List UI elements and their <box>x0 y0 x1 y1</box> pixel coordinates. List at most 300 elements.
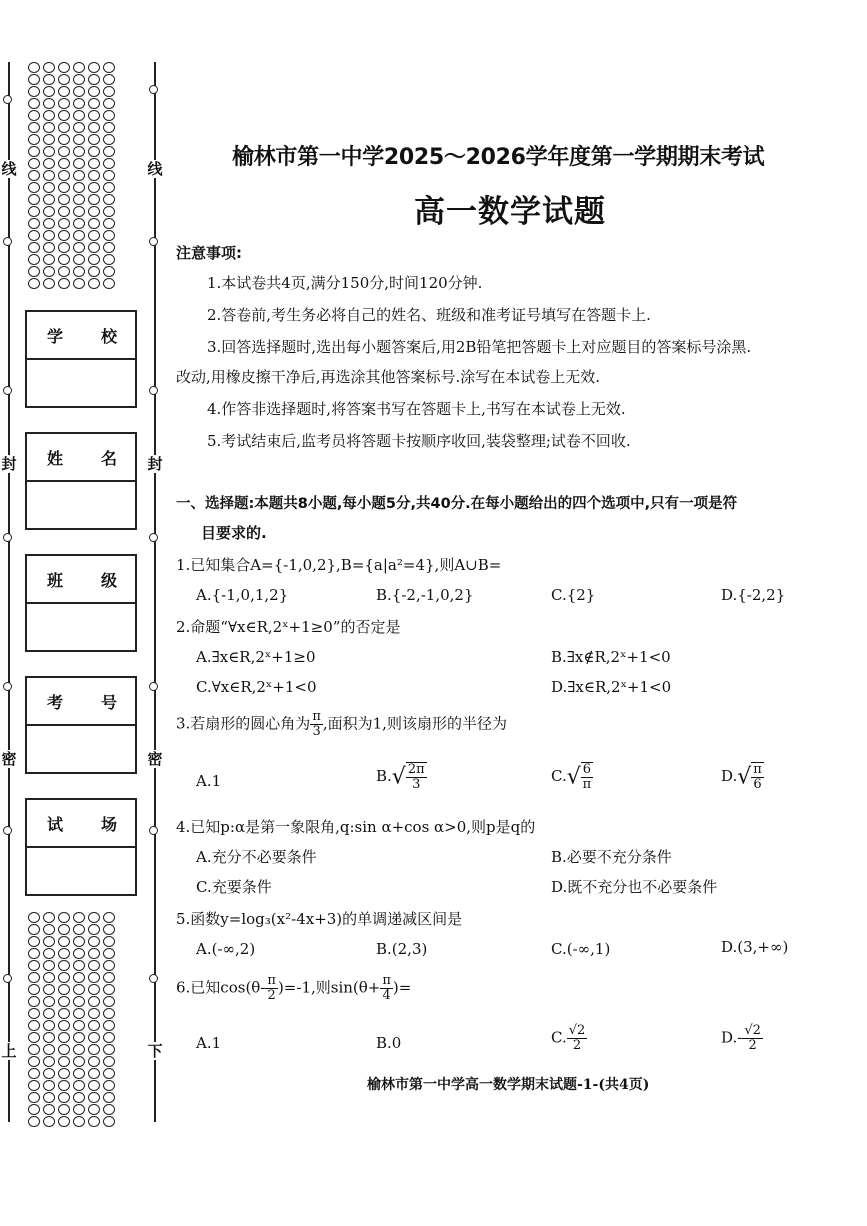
seal-char-left: 上 <box>1 1042 17 1060</box>
dot-mark <box>28 278 40 289</box>
box-label-char: 号 <box>100 692 117 712</box>
dot-mark <box>103 266 115 277</box>
dot-mark <box>88 1104 100 1115</box>
q2-option-b: B.∃x∉R,2ˣ+1<0 <box>551 648 671 666</box>
dot-mark <box>58 170 70 181</box>
numerator: 2π <box>407 762 425 777</box>
q2-option-c: C.∀x∈R,2ˣ+1<0 <box>196 678 317 696</box>
numerator: π <box>753 762 762 777</box>
option-label: C. <box>551 1028 567 1047</box>
dot-mark <box>88 1032 100 1043</box>
dot-mark <box>58 1020 70 1031</box>
dot-mark <box>88 194 100 205</box>
dot-mark <box>73 984 85 995</box>
dot-mark <box>58 254 70 265</box>
q6-stem-part: )=-1,则sin(θ+ <box>277 978 381 997</box>
dot-mark <box>88 158 100 169</box>
dot-mark <box>103 960 115 971</box>
dot-mark <box>88 110 100 121</box>
dot-mark <box>73 74 85 85</box>
dot-mark <box>43 1092 55 1103</box>
dot-mark <box>28 122 40 133</box>
dot-mark <box>103 1044 115 1055</box>
dot-mark <box>43 1056 55 1067</box>
school-box[interactable] <box>25 310 137 408</box>
dot-mark <box>73 278 85 289</box>
dot-mark <box>28 996 40 1007</box>
dot-mark <box>43 996 55 1007</box>
dot-mark <box>88 996 100 1007</box>
dot-mark <box>28 158 40 169</box>
dot-mark <box>43 86 55 97</box>
note-item: 4.作答非选择题时,将答案书写在答题卡上,书写在本试卷上无效. <box>207 400 626 418</box>
dot-pattern-top <box>28 62 118 290</box>
dot-mark <box>103 278 115 289</box>
numerator: √2 <box>568 1023 586 1038</box>
dot-mark <box>28 972 40 983</box>
dot-mark <box>58 122 70 133</box>
dot-mark <box>43 1008 55 1019</box>
dot-mark <box>73 996 85 1007</box>
box-label-char: 学 <box>47 326 64 346</box>
dot-mark <box>28 924 40 935</box>
binding-hole <box>149 386 158 395</box>
dot-mark <box>28 146 40 157</box>
dot-mark <box>73 972 85 983</box>
q5-option-a: A.(-∞,2) <box>196 940 256 958</box>
dot-mark <box>28 254 40 265</box>
denominator: 2 <box>748 1038 757 1053</box>
school-field[interactable] <box>27 360 135 406</box>
dot-mark <box>28 984 40 995</box>
dot-mark <box>103 206 115 217</box>
dot-mark <box>58 1080 70 1091</box>
dot-mark <box>43 1068 55 1079</box>
q6-option-a: A.1 <box>196 1034 222 1052</box>
numerator: π <box>267 973 276 988</box>
dot-mark <box>28 1104 40 1115</box>
box-label-char: 班 <box>47 570 64 590</box>
binding-hole <box>3 386 12 395</box>
dot-mark <box>88 972 100 983</box>
dot-mark <box>43 1104 55 1115</box>
dot-mark <box>88 1092 100 1103</box>
exam-number-box[interactable] <box>25 676 137 774</box>
dot-mark <box>28 948 40 959</box>
dot-mark <box>103 170 115 181</box>
dot-mark <box>58 1104 70 1115</box>
dot-mark <box>28 110 40 121</box>
q4-option-c: C.充要条件 <box>196 878 272 896</box>
dot-mark <box>43 110 55 121</box>
dot-mark <box>73 266 85 277</box>
dot-mark <box>58 996 70 1007</box>
dot-mark <box>73 182 85 193</box>
dot-mark <box>73 146 85 157</box>
q2-option-d: D.∃x∈R,2ˣ+1<0 <box>551 678 672 696</box>
dot-mark <box>28 134 40 145</box>
q3-option-c: C.√ $\frac{6}{\pi}$ <box>551 762 592 792</box>
dot-mark <box>103 110 115 121</box>
dot-mark <box>43 1044 55 1055</box>
exam-title: 榆林市第一中学2025～2026学年度第一学期期末考试 <box>232 145 765 170</box>
dot-mark <box>73 242 85 253</box>
binding-hole <box>3 974 12 983</box>
dot-mark <box>28 1116 40 1127</box>
dot-mark <box>58 984 70 995</box>
dot-mark <box>88 1116 100 1127</box>
dot-mark <box>28 1068 40 1079</box>
binding-hole <box>3 682 12 691</box>
denominator: 3 <box>312 724 321 739</box>
question-1-stem: 1.已知集合A={-1,0,2},B={a|a²=4},则A∪B= <box>176 556 502 574</box>
class-box[interactable] <box>25 554 137 652</box>
dot-mark <box>103 1008 115 1019</box>
q3-option-b: B.√ $\frac{2\pi}{3}$ <box>376 762 425 792</box>
dot-mark <box>103 98 115 109</box>
dot-mark <box>58 912 70 923</box>
dot-mark <box>103 254 115 265</box>
dot-mark <box>58 1044 70 1055</box>
fraction <box>742 1024 763 1053</box>
q6-option-b: B.0 <box>376 1034 402 1052</box>
dot-mark <box>103 62 115 73</box>
option-label: D.- <box>721 1028 743 1047</box>
dot-mark <box>28 230 40 241</box>
dot-mark <box>43 936 55 947</box>
q3-stem-part: ,面积为1,则该扇形的半径为 <box>322 714 507 733</box>
dot-mark <box>103 182 115 193</box>
dot-mark <box>43 206 55 217</box>
dot-mark <box>43 1020 55 1031</box>
name-field[interactable] <box>27 482 135 528</box>
dot-mark <box>73 1068 85 1079</box>
dot-mark <box>58 278 70 289</box>
dot-mark <box>28 62 40 73</box>
dot-mark <box>58 206 70 217</box>
dot-mark <box>103 1056 115 1067</box>
dot-mark <box>73 98 85 109</box>
dot-mark <box>73 230 85 241</box>
dot-mark <box>43 1032 55 1043</box>
dot-mark <box>103 86 115 97</box>
binding-line-left <box>8 62 10 1122</box>
q4-option-b: B.必要不充分条件 <box>551 848 672 866</box>
dot-mark <box>73 206 85 217</box>
option-label: B. <box>376 767 392 785</box>
binding-hole <box>3 95 12 104</box>
dot-mark <box>103 242 115 253</box>
q2-option-a: A.∃x∈R,2ˣ+1≥0 <box>196 648 316 666</box>
q6-stem-part: )= <box>392 978 412 997</box>
dot-mark <box>43 266 55 277</box>
dot-mark <box>28 1056 40 1067</box>
dot-mark <box>103 1080 115 1091</box>
fraction <box>265 974 278 1003</box>
dot-mark <box>73 170 85 181</box>
fraction <box>310 710 323 739</box>
exam-room-field[interactable] <box>27 848 135 894</box>
dot-mark <box>88 206 100 217</box>
dot-mark <box>43 984 55 995</box>
denominator: 2 <box>267 988 276 1003</box>
dot-mark <box>58 182 70 193</box>
note-item: 改动,用橡皮擦干净后,再选涂其他答案标号.涂写在本试卷上无效. <box>176 368 601 386</box>
dot-mark <box>43 62 55 73</box>
dot-mark <box>103 194 115 205</box>
dot-mark <box>58 1008 70 1019</box>
box-label-char: 试 <box>47 814 64 834</box>
dot-mark <box>28 218 40 229</box>
dot-mark <box>103 1116 115 1127</box>
dot-mark <box>73 924 85 935</box>
dot-mark <box>58 1056 70 1067</box>
seal-char-right: 密 <box>147 750 163 768</box>
question-6-stem <box>176 974 411 1003</box>
dot-mark <box>73 1032 85 1043</box>
dot-mark <box>88 1056 100 1067</box>
dot-mark <box>58 266 70 277</box>
question-2-stem: 2.命题“∀x∈R,2ˣ+1≥0”的否定是 <box>176 618 401 636</box>
dot-mark <box>43 254 55 265</box>
box-label-char: 姓 <box>47 448 64 468</box>
dot-mark <box>43 74 55 85</box>
dot-mark <box>88 122 100 133</box>
dot-mark <box>88 1080 100 1091</box>
seal-char-left: 线 <box>1 160 17 178</box>
note-item: 1.本试卷共4页,满分150分,时间120分钟. <box>207 274 483 292</box>
section-instructions: 一、选择题:本题共8小题,每小题5分,共40分.在每小题给出的四个选项中,只有一项是符 <box>176 496 738 512</box>
dot-mark <box>103 996 115 1007</box>
dot-mark <box>58 134 70 145</box>
q3-option-d: D.√ $\frac{\pi}{6}$ <box>721 762 762 792</box>
dot-mark <box>73 960 85 971</box>
dot-mark <box>88 218 100 229</box>
dot-mark <box>28 1092 40 1103</box>
binding-hole <box>3 826 12 835</box>
dot-mark <box>58 972 70 983</box>
note-item: 2.答卷前,考生务必将自己的姓名、班级和准考证号填写在答题卡上. <box>207 306 651 324</box>
q6-option-c <box>551 1024 587 1053</box>
dot-mark <box>43 948 55 959</box>
dot-mark <box>88 1068 100 1079</box>
dot-mark <box>43 230 55 241</box>
numerator: √2 <box>744 1023 761 1038</box>
dot-mark <box>88 948 100 959</box>
dot-mark <box>88 924 100 935</box>
binding-hole <box>149 682 158 691</box>
dot-mark <box>73 254 85 265</box>
binding-hole <box>149 237 158 246</box>
notes-heading: 注意事项: <box>176 244 242 262</box>
dot-mark <box>58 1068 70 1079</box>
dot-mark <box>43 182 55 193</box>
numerator: π <box>382 973 391 988</box>
dot-mark <box>73 1092 85 1103</box>
dot-mark <box>88 146 100 157</box>
dot-mark <box>58 110 70 121</box>
dot-mark <box>43 278 55 289</box>
binding-hole <box>149 974 158 983</box>
fraction <box>567 1024 588 1053</box>
binding-hole <box>149 533 158 542</box>
dot-mark <box>88 86 100 97</box>
dot-mark <box>43 98 55 109</box>
dot-mark <box>73 1104 85 1115</box>
numerator: 6 <box>582 762 592 777</box>
dot-mark <box>58 74 70 85</box>
box-label-char: 场 <box>100 814 117 834</box>
dot-mark <box>103 74 115 85</box>
dot-mark <box>58 146 70 157</box>
q6-option-d <box>721 1024 763 1053</box>
dot-mark <box>43 960 55 971</box>
dot-mark <box>58 1092 70 1103</box>
denominator: 4 <box>382 988 391 1003</box>
dot-mark <box>88 984 100 995</box>
dot-mark <box>58 218 70 229</box>
q6-stem-part: 6.已知cos(θ- <box>176 978 266 997</box>
fraction <box>380 974 393 1003</box>
question-5-stem: 5.函数y=log₃(x²-4x+3)的单调递减区间是 <box>176 910 463 928</box>
dot-mark <box>73 218 85 229</box>
dot-mark <box>43 912 55 923</box>
dot-mark <box>73 936 85 947</box>
class-field[interactable] <box>27 604 135 650</box>
dot-mark <box>58 936 70 947</box>
dot-mark <box>88 278 100 289</box>
q4-option-a: A.充分不必要条件 <box>196 848 317 866</box>
dot-mark <box>88 170 100 181</box>
q1-option-a: A.{-1,0,1,2} <box>196 586 289 604</box>
dot-mark <box>103 1020 115 1031</box>
dot-mark <box>73 122 85 133</box>
dot-mark <box>58 1032 70 1043</box>
q5-option-b: B.(2,3) <box>376 940 428 958</box>
dot-mark <box>88 98 100 109</box>
dot-mark <box>73 194 85 205</box>
dot-mark <box>58 960 70 971</box>
dot-mark <box>58 924 70 935</box>
seal-char-left: 封 <box>1 455 17 473</box>
box-label-char: 校 <box>100 326 117 346</box>
denominator: 6 <box>753 777 762 792</box>
box-label-char: 考 <box>47 692 64 712</box>
dot-mark <box>103 984 115 995</box>
dot-mark <box>28 74 40 85</box>
dot-mark <box>73 110 85 121</box>
dot-mark <box>88 182 100 193</box>
dot-mark <box>73 1116 85 1127</box>
dot-mark <box>28 182 40 193</box>
question-4-stem: 4.已知p:α是第一象限角,q:sin α+cos α>0,则p是q的 <box>176 818 536 836</box>
dot-mark <box>88 266 100 277</box>
dot-mark <box>88 1044 100 1055</box>
box-label-char: 名 <box>100 448 117 468</box>
exam-room-box[interactable] <box>25 798 137 896</box>
fraction <box>751 762 764 792</box>
name-box[interactable] <box>25 432 137 530</box>
dot-mark <box>88 134 100 145</box>
dot-mark <box>103 912 115 923</box>
binding-hole <box>149 85 158 94</box>
dot-mark <box>73 1080 85 1091</box>
fraction <box>581 762 593 792</box>
dot-mark <box>28 1008 40 1019</box>
dot-mark <box>28 170 40 181</box>
dot-mark <box>58 98 70 109</box>
dot-mark <box>43 242 55 253</box>
seal-char-left: 密 <box>1 750 17 768</box>
dot-mark <box>43 170 55 181</box>
dot-mark <box>28 206 40 217</box>
dot-mark <box>58 948 70 959</box>
dot-mark <box>73 1056 85 1067</box>
dot-mark <box>103 230 115 241</box>
dot-mark <box>103 1092 115 1103</box>
dot-mark <box>73 134 85 145</box>
dot-mark <box>103 1104 115 1115</box>
dot-mark <box>28 1032 40 1043</box>
dot-mark <box>58 242 70 253</box>
dot-mark <box>28 912 40 923</box>
dot-mark <box>43 924 55 935</box>
dot-mark <box>103 158 115 169</box>
dot-mark <box>28 960 40 971</box>
dot-mark <box>43 134 55 145</box>
dot-mark <box>103 146 115 157</box>
dot-mark <box>103 972 115 983</box>
dot-mark <box>103 924 115 935</box>
q3-stem-part: 3.若扇形的圆心角为 <box>176 714 311 733</box>
dot-mark <box>88 936 100 947</box>
exam-number-field[interactable] <box>27 726 135 772</box>
q1-option-c: C.{2} <box>551 586 596 604</box>
dot-mark <box>88 1008 100 1019</box>
fraction <box>406 762 427 792</box>
denominator: 3 <box>412 777 421 792</box>
box-label-char: 级 <box>100 570 117 590</box>
option-label: D. <box>721 767 738 785</box>
dot-mark <box>28 86 40 97</box>
dot-mark <box>43 1080 55 1091</box>
dot-mark <box>28 194 40 205</box>
option-label: C. <box>551 767 567 785</box>
numerator: π <box>312 709 321 724</box>
q1-option-b: B.{-2,-1,0,2} <box>376 586 474 604</box>
dot-mark <box>103 1068 115 1079</box>
dot-mark <box>73 62 85 73</box>
dot-mark <box>73 1020 85 1031</box>
denominator: 2 <box>572 1038 582 1053</box>
dot-mark <box>43 158 55 169</box>
dot-mark <box>58 62 70 73</box>
q3-option-a: A.1 <box>196 772 222 790</box>
dot-mark <box>103 218 115 229</box>
denominator: π <box>582 777 592 792</box>
dot-mark <box>73 1044 85 1055</box>
dot-mark <box>88 960 100 971</box>
dot-mark <box>58 230 70 241</box>
dot-mark <box>28 1044 40 1055</box>
dot-mark <box>73 912 85 923</box>
dot-mark <box>88 230 100 241</box>
dot-mark <box>73 1008 85 1019</box>
dot-mark <box>88 254 100 265</box>
dot-mark <box>103 948 115 959</box>
binding-hole <box>3 533 12 542</box>
dot-mark <box>88 74 100 85</box>
